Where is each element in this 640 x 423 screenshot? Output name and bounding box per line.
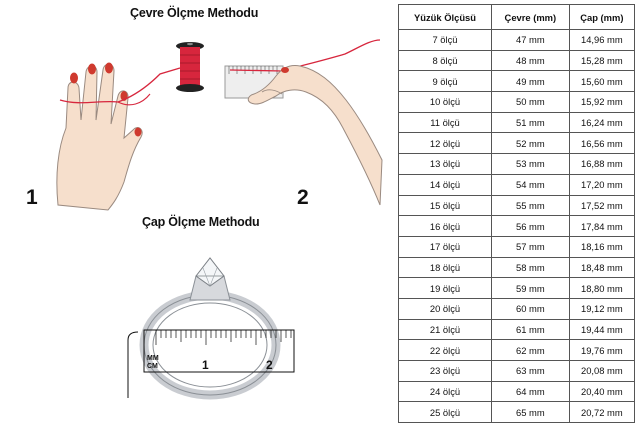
ring-size-cell: 7 ölçü bbox=[399, 30, 492, 51]
diameter-cell: 17,52 mm bbox=[569, 195, 634, 216]
ring-size-cell: 22 ölçü bbox=[399, 340, 492, 361]
table-row bbox=[399, 381, 635, 402]
ruler-mark-2: 2 bbox=[266, 358, 273, 372]
diameter-cell: 18,16 mm bbox=[569, 236, 634, 257]
header-ring-size: Yüzük Ölçüsü bbox=[399, 5, 492, 30]
circumference-cell: 47 mm bbox=[492, 30, 570, 51]
diameter-cell: 15,28 mm bbox=[569, 50, 634, 71]
ring-size-cell: 21 ölçü bbox=[399, 319, 492, 340]
diameter-cell: 16,56 mm bbox=[569, 133, 634, 154]
ring-size-cell: 24 ölçü bbox=[399, 381, 492, 402]
ring-size-cell: 20 ölçü bbox=[399, 298, 492, 319]
table-row bbox=[399, 278, 635, 299]
circumference-cell: 50 mm bbox=[492, 92, 570, 113]
header-circumference: Çevre (mm) bbox=[492, 5, 570, 30]
ring-size-table bbox=[398, 4, 635, 423]
diameter-cell: 15,60 mm bbox=[569, 71, 634, 92]
diameter-cell: 16,88 mm bbox=[569, 154, 634, 175]
step-number-2: 2 bbox=[297, 186, 309, 209]
ring-size-cell: 15 ölçü bbox=[399, 195, 492, 216]
thread-spool-illustration bbox=[176, 42, 204, 92]
table-row bbox=[399, 216, 635, 237]
ring-size-cell: 17 ölçü bbox=[399, 236, 492, 257]
ring-size-cell: 23 ölçü bbox=[399, 361, 492, 382]
circumference-cell: 65 mm bbox=[492, 402, 570, 423]
ruler-mark-1: 1 bbox=[202, 358, 209, 372]
ring-size-cell: 13 ölçü bbox=[399, 154, 492, 175]
ring-on-ruler-illustration bbox=[128, 258, 294, 398]
circumference-cell: 57 mm bbox=[492, 236, 570, 257]
table-row bbox=[399, 361, 635, 382]
circumference-cell: 58 mm bbox=[492, 257, 570, 278]
ruler-unit-cm: CM bbox=[147, 363, 158, 370]
circumference-cell: 51 mm bbox=[492, 112, 570, 133]
table-row bbox=[399, 71, 635, 92]
ring-size-cell: 14 ölçü bbox=[399, 174, 492, 195]
diameter-cell: 20,72 mm bbox=[569, 402, 634, 423]
table-row bbox=[399, 319, 635, 340]
diameter-cell: 17,20 mm bbox=[569, 174, 634, 195]
circumference-cell: 53 mm bbox=[492, 154, 570, 175]
ring-size-cell: 19 ölçü bbox=[399, 278, 492, 299]
circumference-cell: 59 mm bbox=[492, 278, 570, 299]
table-body bbox=[399, 30, 635, 423]
circumference-cell: 54 mm bbox=[492, 174, 570, 195]
circumference-method-title: Çevre Ölçme Methodu bbox=[130, 6, 259, 20]
ring-size-cell: 12 ölçü bbox=[399, 133, 492, 154]
diameter-cell: 19,76 mm bbox=[569, 340, 634, 361]
table-row bbox=[399, 50, 635, 71]
diameter-cell: 15,92 mm bbox=[569, 92, 634, 113]
circumference-cell: 48 mm bbox=[492, 50, 570, 71]
diameter-cell: 14,96 mm bbox=[569, 30, 634, 51]
table-row bbox=[399, 133, 635, 154]
ring-size-cell: 9 ölçü bbox=[399, 71, 492, 92]
diameter-cell: 19,44 mm bbox=[569, 319, 634, 340]
hand-with-ruler-illustration bbox=[225, 40, 382, 205]
ring-size-cell: 25 ölçü bbox=[399, 402, 492, 423]
ring-size-cell: 11 ölçü bbox=[399, 112, 492, 133]
diameter-cell: 16,24 mm bbox=[569, 112, 634, 133]
circumference-cell: 61 mm bbox=[492, 319, 570, 340]
table-row bbox=[399, 174, 635, 195]
circumference-cell: 49 mm bbox=[492, 71, 570, 92]
table-row bbox=[399, 195, 635, 216]
circumference-cell: 56 mm bbox=[492, 216, 570, 237]
circumference-cell: 55 mm bbox=[492, 195, 570, 216]
circumference-cell: 63 mm bbox=[492, 361, 570, 382]
ring-size-cell: 16 ölçü bbox=[399, 216, 492, 237]
diameter-cell: 20,08 mm bbox=[569, 361, 634, 382]
diameter-cell: 18,80 mm bbox=[569, 278, 634, 299]
circumference-cell: 62 mm bbox=[492, 340, 570, 361]
table-row bbox=[399, 92, 635, 113]
diameter-method-title: Çap Ölçme Methodu bbox=[142, 215, 260, 229]
table-row bbox=[399, 257, 635, 278]
table-row bbox=[399, 112, 635, 133]
table-row bbox=[399, 154, 635, 175]
table-row bbox=[399, 298, 635, 319]
hand-with-thread-illustration bbox=[57, 63, 180, 211]
table-row bbox=[399, 236, 635, 257]
header-diameter: Çap (mm) bbox=[569, 5, 634, 30]
ruler-unit-mm: MM bbox=[147, 355, 159, 362]
diameter-cell: 20,40 mm bbox=[569, 381, 634, 402]
diameter-cell: 19,12 mm bbox=[569, 298, 634, 319]
ring-size-cell: 8 ölçü bbox=[399, 50, 492, 71]
circumference-cell: 52 mm bbox=[492, 133, 570, 154]
diameter-cell: 17,84 mm bbox=[569, 216, 634, 237]
circumference-cell: 64 mm bbox=[492, 381, 570, 402]
ring-size-cell: 10 ölçü bbox=[399, 92, 492, 113]
table-row bbox=[399, 30, 635, 51]
circumference-cell: 60 mm bbox=[492, 298, 570, 319]
table-header-row bbox=[399, 5, 635, 30]
diameter-cell: 18,48 mm bbox=[569, 257, 634, 278]
table-row bbox=[399, 340, 635, 361]
ring-size-cell: 18 ölçü bbox=[399, 257, 492, 278]
table-row bbox=[399, 402, 635, 423]
step-number-1: 1 bbox=[26, 186, 38, 209]
